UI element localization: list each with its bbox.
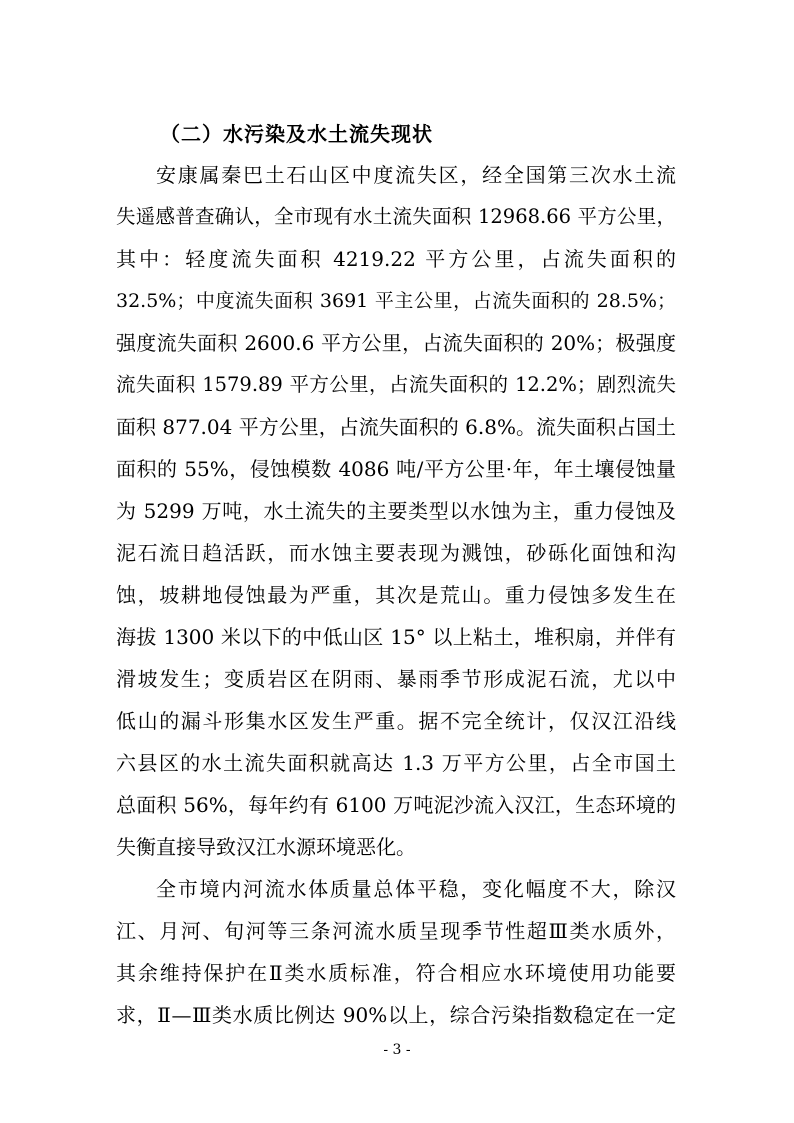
paragraph-2-line-2: 江、月河、旬河等三条河流水质呈现季节性超Ⅲ类水质外，: [116, 919, 676, 943]
paragraph-1-line-13: 滑坡发生；变质岩区在阴雨、暴雨季节形成泥石流，尤以中: [116, 667, 676, 691]
paragraph-1-line-11: 蚀，坡耕地侵蚀最为严重，其次是荒山。重力侵蚀多发生在: [116, 583, 676, 607]
paragraph-1-line-8: 面积的 55%，侵蚀模数 4086 吨/平方公里·年，年土壤侵蚀量: [116, 457, 676, 481]
paragraph-2-line-1: 全市境内河流水体质量总体平稳，变化幅度不大，除汉: [156, 877, 676, 901]
paragraph-1-line-14: 低山的漏斗形集水区发生严重。据不完全统计，仅汉江沿线: [116, 709, 676, 733]
paragraph-2-line-3: 其余维持保护在Ⅱ类水质标准，符合相应水环境使用功能要: [116, 961, 676, 985]
paragraph-1-line-17: 失衡直接导致汉江水源环境恶化。: [116, 835, 416, 859]
paragraph-1-line-7: 面积 877.04 平方公里，占流失面积的 6.8%。流失面积占国土: [116, 415, 676, 439]
paragraph-1-line-1: 安康属秦巴土石山区中度流失区，经全国第三次水土流: [156, 163, 676, 187]
page-number: - 3 -: [383, 1042, 411, 1058]
paragraph-1-line-16: 总面积 56%，每年约有 6100 万吨泥沙流入汉江，生态环境的: [116, 793, 676, 817]
paragraph-1-line-15: 六县区的水土流失面积就高达 1.3 万平方公里，占全市国土: [116, 751, 676, 775]
paragraph-1-line-3: 其中：轻度流失面积 4219.22 平方公里，占流失面积的: [116, 247, 676, 271]
paragraph-1-line-4: 32.5%；中度流失面积 3691 平主公里，占流失面积的 28.5%；: [116, 290, 676, 312]
paragraph-1-line-12: 海拔 1300 米以下的中低山区 15° 以上粘土，堆积扇，并伴有: [116, 625, 676, 649]
paragraph-1-line-2: 失遥感普查确认，全市现有水土流失面积 12968.66 平方公里，: [116, 205, 676, 228]
paragraph-1-line-10: 泥石流日趋活跃，而水蚀主要表现为溅蚀，砂砾化面蚀和沟: [116, 541, 676, 565]
paragraph-2-line-4: 求，Ⅱ—Ⅲ类水质比例达 90%以上，综合污染指数稳定在一定: [116, 1003, 676, 1027]
paragraph-1-line-6: 流失面积 1579.89 平方公里，占流失面积的 12.2%；剧烈流失: [116, 373, 676, 396]
paragraph-1-line-5: 强度流失面积 2600.6 平方公里，占流失面积的 20%；极强度: [116, 331, 676, 355]
paragraph-1-line-9: 为 5299 万吨，水土流失的主要类型以水蚀为主，重力侵蚀及: [116, 499, 676, 523]
section-heading: （二）水污染及水土流失现状: [160, 122, 433, 146]
